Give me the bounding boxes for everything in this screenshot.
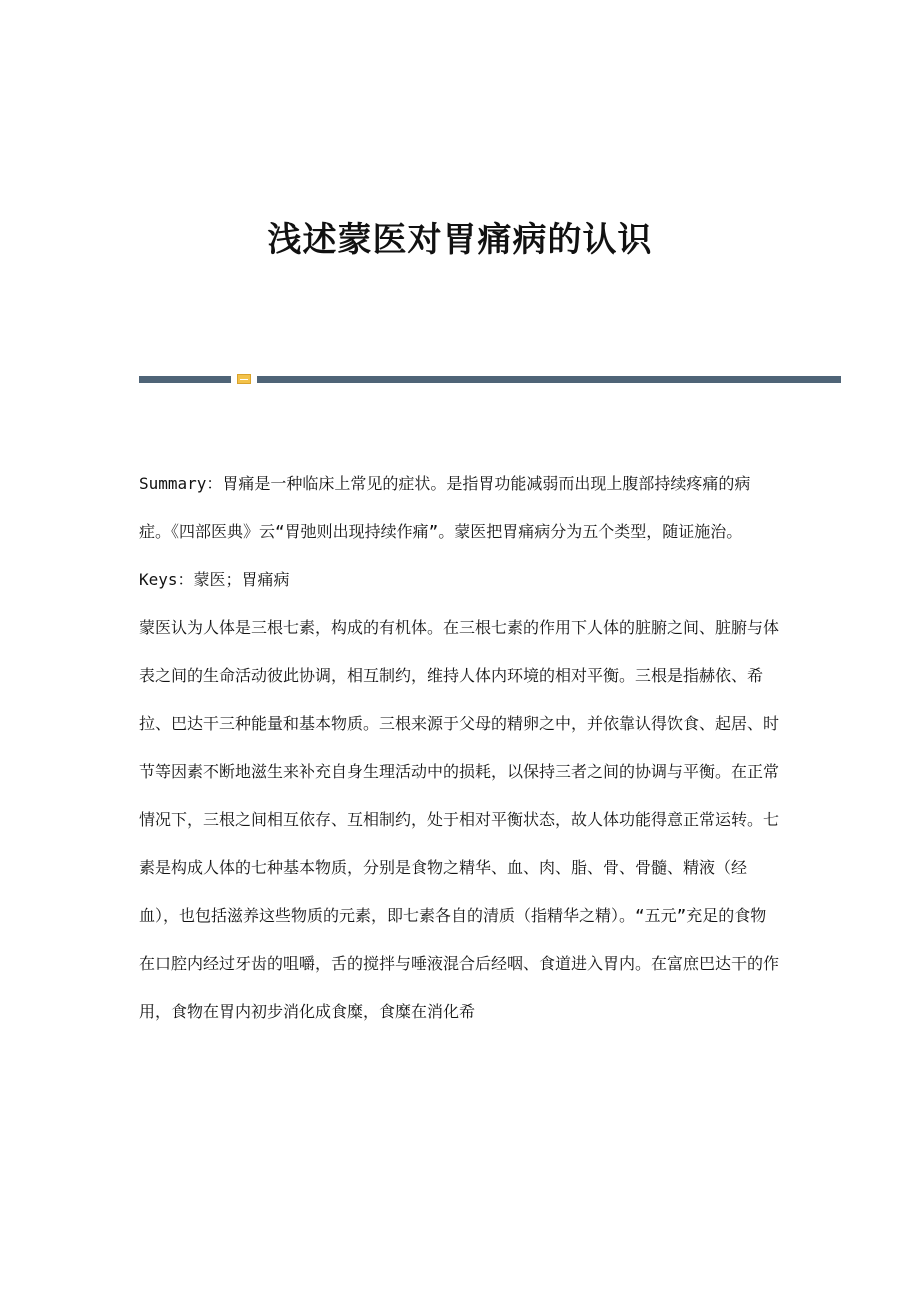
keywords-paragraph: Keys：蒙医；胃痛病	[139, 570, 290, 589]
divider-bar-left	[139, 376, 231, 383]
title-divider	[139, 374, 841, 384]
document-marker-icon	[237, 374, 251, 384]
document-body	[139, 460, 779, 1036]
summary-paragraph: Summary：胃痛是一种临床上常见的症状。是指胃功能减弱而出现上腹部持续疼痛的病症。《四部医典》云“胃弛则出现持续作痛”。蒙医把胃痛病分为五个类型，随证施治。	[139, 474, 751, 541]
body-paragraph: 蒙医认为人体是三根七素，构成的有机体。在三根七素的作用下人体的脏腑之间、脏腑与体表之间的生命活动彼此协调，相互制约，维持人体内环境的相对平衡。三根是指赫依、希拉、巴达干三种能量和基本物质。三根来源于父母的精卵之中，并依靠认得饮食、起居、时节等因素不断地滋生来补充自身生理活动中的损耗，以保持三者之间的协调与平衡。在正常情况下，三根之间相互依存、互相制约，处于相对平衡状态，故人体功能得意正常运转。七素是构成人体的七种基本物质，分别是食物之精华、血、肉、脂、骨、骨髓、精液（经血），也包括滋养这些物质的元素，即七素各自的清质（指精华之精）。“五元”充足的食物在口腔内经过牙齿的咀嚼，舌的搅拌与唾液混合后经咽、食道进入胃内。在富庶巴达干的作用，食物在胃内初步消化成食糜，食糜在消化希	[139, 618, 780, 1021]
divider-bar-right	[257, 376, 841, 383]
document-title: 浅述蒙医对胃痛病的认识	[267, 220, 653, 260]
